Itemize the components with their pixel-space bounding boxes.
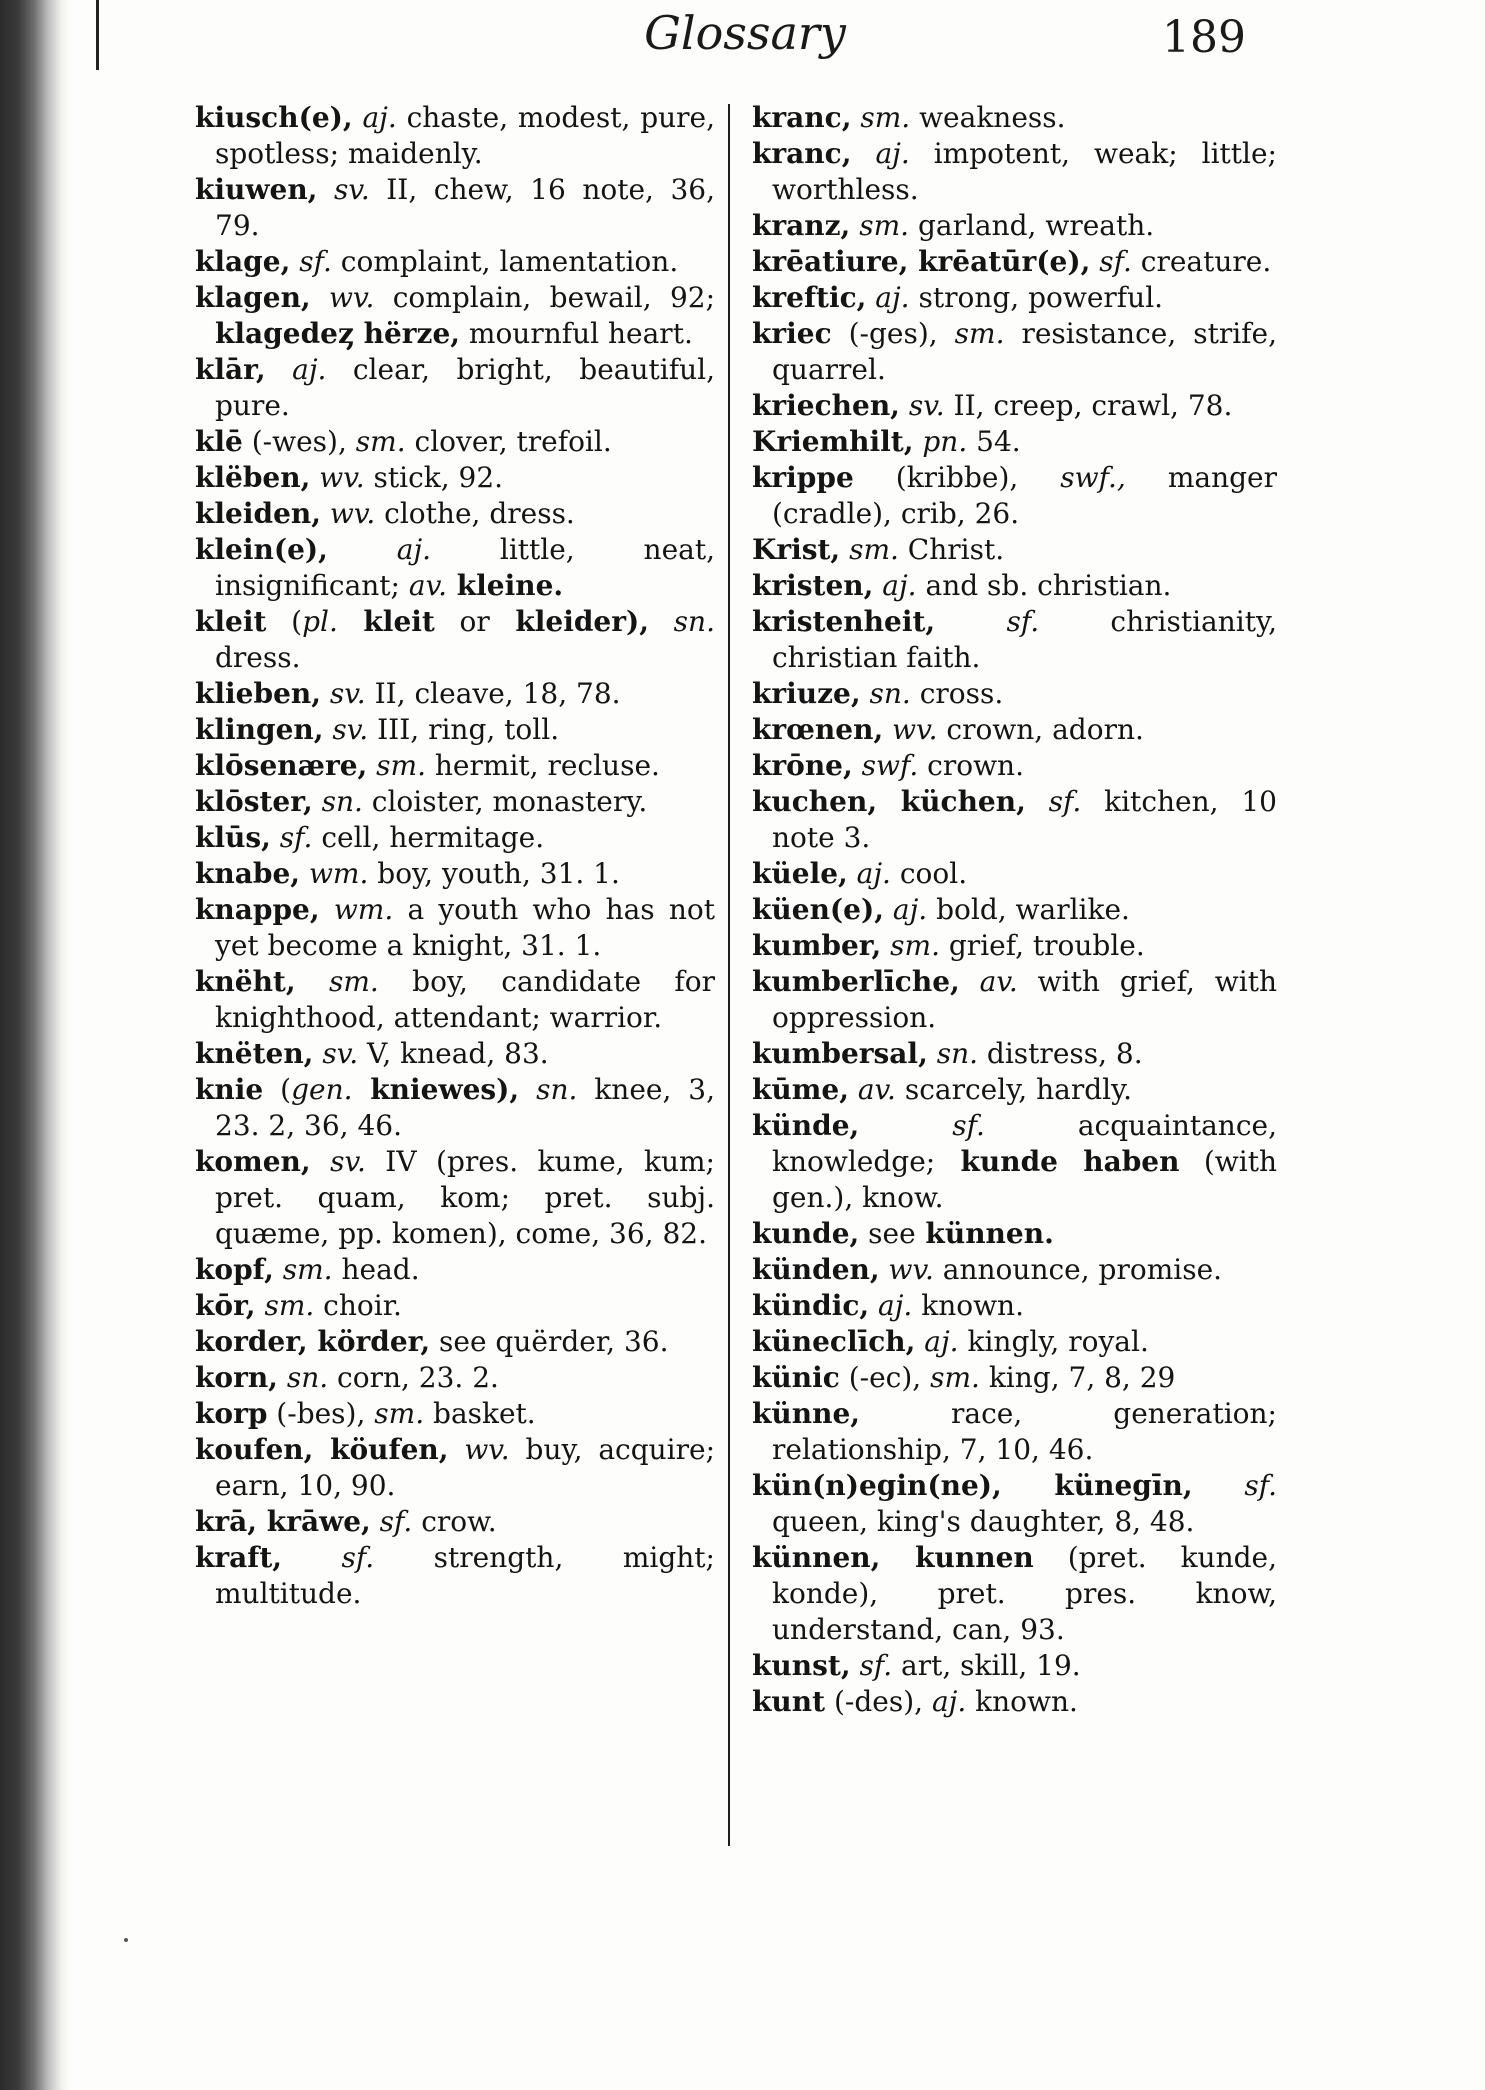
entry-definition: hermit, recluse. <box>426 749 660 782</box>
entry-definition: known. <box>912 1289 1024 1322</box>
entry-variant: (kribbe), <box>853 461 1019 494</box>
entry-definition: stick, 92. <box>364 461 504 494</box>
entry-headword: kiusch(e), <box>195 101 353 134</box>
entry-headword: Kriemhilt, <box>752 425 914 458</box>
entry-definition: crow. <box>412 1505 497 1538</box>
entry-definition: garland, wreath. <box>909 209 1155 242</box>
glossary-entry <box>195 676 715 712</box>
entry-form: klagedeȥ hërze, <box>215 317 460 350</box>
entry-headword: koufen, köufen, <box>195 1433 449 1466</box>
entry-headword: knëht, <box>195 965 296 998</box>
entry-definition: II, cleave, 18, 78. <box>365 677 621 710</box>
entry-headword: kleit <box>195 605 267 638</box>
glossary-entry <box>195 172 715 244</box>
entry-headword: kumberlīche, <box>752 965 960 998</box>
glossary-entry <box>752 1360 1277 1396</box>
entry-definition: see quërder, 36. <box>430 1325 669 1358</box>
glossary-column-left <box>195 100 715 1612</box>
entry-part-of-speech: sv. <box>317 173 370 206</box>
entry-part-of-speech: sm. <box>921 1361 980 1394</box>
entry-definition: cloister, monastery. <box>362 785 648 818</box>
entry-form: künnen. <box>915 1217 1054 1250</box>
entry-headword: kriuze, <box>752 677 861 710</box>
glossary-entry <box>752 1396 1277 1468</box>
glossary-entry <box>752 604 1277 676</box>
entry-part-of-speech: swf. <box>852 749 919 782</box>
entry-headword: kün(n)egin(ne), künegīn, <box>752 1469 1193 1502</box>
entry-headword: klingen, <box>195 713 324 746</box>
entry-part-of-speech: wv. <box>879 1253 934 1286</box>
entry-part-of-speech: sf. <box>1025 785 1082 818</box>
entry-part-of-speech: sm. <box>850 209 910 242</box>
entry-definition: clothe, dress. <box>375 497 575 530</box>
glossary-entry <box>195 460 715 496</box>
entry-abbrev: pl. <box>302 605 338 638</box>
entry-definition: king, 7, 8, 29 <box>979 1361 1176 1394</box>
entry-definition: boy, candidate for knighthood, attendant; warrior. <box>215 965 715 1034</box>
entry-definition: crown. <box>918 749 1024 782</box>
glossary-entry <box>195 244 715 280</box>
entry-part-of-speech: sf. <box>1192 1469 1277 1502</box>
entry-headword: kumbersal, <box>752 1037 928 1070</box>
entry-headword: knabe, <box>195 857 301 890</box>
entry-definition: II, chew, 16 note, 36, 79. <box>215 173 715 242</box>
entry-part-of-speech: av. <box>848 1073 896 1106</box>
glossary-entry <box>195 424 715 460</box>
glossary-entry <box>752 388 1277 424</box>
entry-definition: strength, might; multitude. <box>215 1541 715 1610</box>
entry-part-of-speech: wv. <box>310 461 365 494</box>
entry-headword: künic <box>752 1361 840 1394</box>
entry-part-of-speech: aj. <box>873 569 917 602</box>
entry-definition: knee, 3, 23. 2, 36, 46. <box>215 1073 716 1142</box>
entry-headword: kleiden, <box>195 497 321 530</box>
entry-variant: (-ges), <box>831 317 938 350</box>
entry-part-of-speech: aj. <box>847 857 891 890</box>
entry-definition: art, skill, 19. <box>892 1649 1081 1682</box>
entry-headword: komen, <box>195 1145 311 1178</box>
glossary-entry <box>752 136 1277 208</box>
entry-variant: ( <box>263 1073 292 1106</box>
entry-headword: kiuwen, <box>195 173 318 206</box>
entry-headword: knie <box>195 1073 264 1106</box>
glossary-entry <box>195 100 715 172</box>
entry-headword: künnen, kunnen <box>752 1541 1034 1574</box>
entry-definition: head. <box>332 1253 420 1286</box>
entry-part-of-speech: sf. <box>1090 245 1132 278</box>
entry-definition: kingly, royal. <box>958 1325 1149 1358</box>
glossary-entry <box>752 712 1277 748</box>
glossary-entry <box>195 784 715 820</box>
gutter-mark <box>96 0 99 70</box>
entry-headword: küen(e), <box>752 893 884 926</box>
entry-part-of-speech: sn. <box>860 677 911 710</box>
entry-part-of-speech: wv. <box>321 497 376 530</box>
entry-definition: impotent, weak; little; worthless. <box>772 137 1277 206</box>
glossary-entry <box>752 856 1277 892</box>
entry-headword: kraft, <box>195 1541 283 1574</box>
entry-part-of-speech: sm. <box>365 1397 425 1430</box>
entry-headword: künne, <box>752 1397 861 1430</box>
glossary-entry <box>752 1288 1277 1324</box>
entry-definition: christianity, christian faith. <box>772 605 1277 674</box>
entry-headword: korp <box>195 1397 268 1430</box>
entry-part-of-speech: sv. <box>899 389 945 422</box>
entry-headword: kunst, <box>752 1649 851 1682</box>
entry-part-of-speech: aj. <box>327 533 432 566</box>
entry-definition: choir. <box>314 1289 402 1322</box>
entry-definition: with grief, with oppression. <box>772 965 1277 1034</box>
entry-variant: (-bes), <box>267 1397 366 1430</box>
entry-part-of-speech: sm. <box>937 317 1005 350</box>
entry-headword: klūs, <box>195 821 271 854</box>
entry-abbrev: gen. <box>291 1073 353 1106</box>
entry-part-of-speech: sf. <box>370 1505 413 1538</box>
entry-definition: chaste, modest, pure, spotless; maidenly. <box>215 101 715 170</box>
entry-variant: ( <box>266 605 303 638</box>
entry-headword: klagen, <box>195 281 311 314</box>
entry-part-of-speech: sm. <box>881 929 940 962</box>
entry-definition: distress, 8. <box>978 1037 1143 1070</box>
entry-part-of-speech: sm. <box>295 965 379 998</box>
entry-part-of-speech: sm. <box>346 425 406 458</box>
entry-headword: kriec <box>752 317 832 350</box>
entry-part-of-speech: sm. <box>851 101 911 134</box>
entry-part-of-speech: sn. <box>648 605 715 638</box>
entry-part-of-speech: av. <box>959 965 1018 998</box>
glossary-entry <box>195 1396 715 1432</box>
entry-headword: kranc, <box>752 137 852 170</box>
entry-part-of-speech: aj. <box>884 893 928 926</box>
entry-definition: (pret. kunde, konde), pret. pres. know, understand, can, 93. <box>772 1541 1277 1646</box>
entry-part-of-speech: sf. <box>270 821 313 854</box>
entry-part-of-speech: sf. <box>859 1109 985 1142</box>
glossary-entry <box>752 1216 1277 1252</box>
entry-definition: crown, adorn. <box>937 713 1144 746</box>
entry-definition: kitchen, 10 note 3. <box>772 785 1277 854</box>
entry-definition: dress. <box>215 641 301 674</box>
glossary-entry <box>195 1432 715 1504</box>
entry-definition: scarcely, hardly. <box>895 1073 1133 1106</box>
entry-part-of-speech: sv. <box>310 1145 366 1178</box>
entry-headword: kranz, <box>752 209 851 242</box>
entry-text: mournful heart. <box>460 317 693 350</box>
glossary-entry <box>752 100 1277 136</box>
entry-definition: see <box>859 1217 916 1250</box>
entry-definition: little, neat, insignificant; <box>215 533 715 602</box>
glossary-entry <box>195 1288 715 1324</box>
entry-part-of-speech: sv. <box>321 677 366 710</box>
entry-form: kleine. <box>447 569 564 602</box>
entry-definition: III, ring, toll. <box>368 713 560 746</box>
print-speck <box>124 1938 128 1942</box>
glossary-entry <box>752 1648 1277 1684</box>
glossary-entry <box>752 748 1277 784</box>
entry-part-of-speech: pn. <box>913 425 968 458</box>
glossary-entry <box>195 820 715 856</box>
glossary-entry <box>752 676 1277 712</box>
entry-headword: küele, <box>752 857 848 890</box>
entry-definition: buy, acquire; earn, 10, 90. <box>215 1433 715 1502</box>
entry-headword: klage, <box>195 245 291 278</box>
entry-part-of-speech: sf. <box>935 605 1040 638</box>
glossary-entry <box>195 964 715 1036</box>
glossary-entry <box>195 748 715 784</box>
entry-definition: cool. <box>890 857 968 890</box>
entry-part-of-speech: wv. <box>883 713 938 746</box>
column-divider <box>728 104 730 1846</box>
glossary-entry <box>195 1036 715 1072</box>
entry-headword: künden, <box>752 1253 880 1286</box>
glossary-entry <box>752 1252 1277 1288</box>
entry-definition: queen, king's daughter, 8, 48. <box>772 1505 1195 1538</box>
glossary-entry <box>752 316 1277 388</box>
glossary-entry <box>752 568 1277 604</box>
glossary-entry <box>752 964 1277 1036</box>
entry-part-of-speech: sn. <box>277 1361 329 1394</box>
entry-abbrev: av. <box>400 569 447 602</box>
entry-headword: krippe <box>752 461 854 494</box>
entry-definition: cross. <box>910 677 1004 710</box>
glossary-entry <box>752 1036 1277 1072</box>
entry-part-of-speech: wv. <box>310 281 375 314</box>
entry-headword: knëten, <box>195 1037 314 1070</box>
entry-variant: (-wes), <box>242 425 347 458</box>
entry-headword: kunde, <box>752 1217 860 1250</box>
glossary-entry <box>195 1144 715 1252</box>
entry-definition: IV (pres. kume, kum; pret. quam, kom; pret. subj. quæme, pp. komen), come, 36, 82. <box>215 1145 715 1250</box>
entry-definition: Christ. <box>898 533 1005 566</box>
entry-part-of-speech: wv. <box>448 1433 510 1466</box>
glossary-entry <box>752 460 1277 532</box>
entry-headword: künde, <box>752 1109 860 1142</box>
glossary-entry <box>752 280 1277 316</box>
entry-definition: known. <box>966 1685 1078 1718</box>
entry-headword: kuchen, küchen, <box>752 785 1026 818</box>
entry-headword: kreftic, <box>752 281 867 314</box>
entry-headword: klieben, <box>195 677 321 710</box>
glossary-entry <box>752 1108 1277 1216</box>
glossary-entry <box>752 1540 1277 1648</box>
entry-form: kleit <box>337 605 435 638</box>
entry-part-of-speech: sv. <box>323 713 369 746</box>
entry-part-of-speech: aj. <box>352 101 397 134</box>
glossary-entry <box>195 496 715 532</box>
entry-definition: acquaintance, knowledge; <box>772 1109 1277 1178</box>
entry-part-of-speech: aj. <box>866 281 910 314</box>
glossary-entry <box>752 1684 1277 1720</box>
entry-headword: krœnen, <box>752 713 884 746</box>
book-spine-shadow <box>0 0 70 2090</box>
glossary-entry <box>195 1072 715 1144</box>
entry-part-of-speech: sv. <box>313 1037 359 1070</box>
glossary-column-right <box>752 100 1277 1720</box>
entry-definition: and sb. christian. <box>916 569 1172 602</box>
entry-part-of-speech: wm. <box>300 857 369 890</box>
glossary-entry <box>195 532 715 604</box>
entry-part-of-speech: sf. <box>290 245 332 278</box>
entry-definition: corn, 23. 2. <box>328 1361 499 1394</box>
glossary-entry <box>752 244 1277 280</box>
entry-part-of-speech: sf. <box>282 1541 375 1574</box>
glossary-entry <box>752 928 1277 964</box>
entry-part-of-speech: sn. <box>927 1037 979 1070</box>
entry-headword: krōne, <box>752 749 853 782</box>
glossary-entry <box>752 208 1277 244</box>
entry-headword: klōster, <box>195 785 313 818</box>
entry-headword: kristenheit, <box>752 605 936 638</box>
entry-part-of-speech: sn. <box>312 785 363 818</box>
entry-headword: korn, <box>195 1361 278 1394</box>
entry-definition: clover, trefoil. <box>405 425 612 458</box>
entry-form: kunde haben <box>935 1145 1180 1178</box>
entry-headword: Krist, <box>752 533 841 566</box>
entry-definition: race, generation; relationship, 7, 10, 46. <box>772 1397 1277 1466</box>
entry-headword: krēatiure, krēatūr(e), <box>752 245 1091 278</box>
entry-headword: kumber, <box>752 929 882 962</box>
glossary-entry <box>195 604 715 676</box>
entry-definition: a youth who has not yet become a knight, 31. 1. <box>215 893 715 962</box>
entry-definition: complaint, lamentation. <box>331 245 679 278</box>
entry-part-of-speech: aj. <box>869 1289 913 1322</box>
entry-definition: weakness. <box>910 101 1066 134</box>
entry-headword: kranc, <box>752 101 852 134</box>
entry-definition: cell, hermitage. <box>312 821 545 854</box>
entry-headword: klein(e), <box>195 533 328 566</box>
entry-headword: kunt <box>752 1685 826 1718</box>
glossary-entry <box>752 784 1277 856</box>
entry-part-of-speech: wm. <box>319 893 394 926</box>
entry-headword: kōr, <box>195 1289 256 1322</box>
entry-part-of-speech: sm. <box>840 533 899 566</box>
entry-definition: bold, warlike. <box>927 893 1130 926</box>
glossary-entry <box>195 1252 715 1288</box>
glossary-entry <box>752 1072 1277 1108</box>
entry-headword: kūme, <box>752 1073 849 1106</box>
glossary-entry <box>195 1504 715 1540</box>
entry-headword: küneclīch, <box>752 1325 916 1358</box>
entry-definition: II, creep, crawl, 78. <box>944 389 1233 422</box>
entry-headword: klōsenære, <box>195 749 368 782</box>
entry-part-of-speech: aj. <box>923 1685 967 1718</box>
entry-definition: boy, youth, 31. 1. <box>368 857 620 890</box>
entry-part-of-speech: swf., <box>1018 461 1126 494</box>
glossary-entry <box>752 424 1277 460</box>
entry-headword: klār, <box>195 353 266 386</box>
entry-part-of-speech: aj. <box>265 353 327 386</box>
glossary-entry <box>195 712 715 748</box>
glossary-entry <box>752 892 1277 928</box>
glossary-entry <box>752 1468 1277 1540</box>
entry-headword: kopf, <box>195 1253 274 1286</box>
entry-headword: kristen, <box>752 569 874 602</box>
entry-part-of-speech: sm. <box>273 1253 333 1286</box>
entry-definition: clear, bright, beautiful, pure. <box>215 353 715 422</box>
entry-part-of-speech: sm. <box>255 1289 315 1322</box>
entry-definition: manger (cradle), crib, 26. <box>772 461 1278 530</box>
entry-definition: strong, powerful. <box>909 281 1164 314</box>
entry-definition: announce, promise. <box>933 1253 1223 1286</box>
entry-part-of-speech: sn. <box>519 1073 578 1106</box>
entry-definition: creature. <box>1131 245 1272 278</box>
entry-definition: V, knead, 83. <box>358 1037 549 1070</box>
entry-headword: krā, krāwe, <box>195 1505 371 1538</box>
glossary-entry <box>195 1360 715 1396</box>
page-number: 189 <box>1162 12 1246 63</box>
glossary-entry <box>195 856 715 892</box>
page-title: Glossary <box>644 6 846 60</box>
entry-definition: grief, trouble. <box>939 929 1145 962</box>
glossary-entry <box>752 532 1277 568</box>
glossary-entry <box>195 352 715 424</box>
entry-definition: resistance, strife, quarrel. <box>772 317 1277 386</box>
entry-definition: basket. <box>424 1397 536 1430</box>
glossary-entry <box>752 1324 1277 1360</box>
entry-part-of-speech: sm. <box>367 749 426 782</box>
entry-part-of-speech: aj. <box>851 137 910 170</box>
glossary-entry <box>195 280 715 352</box>
entry-text: (with gen.), know. <box>772 1145 1277 1214</box>
entry-headword: knappe, <box>195 893 320 926</box>
entry-headword: korder, körder, <box>195 1325 431 1358</box>
glossary-entry <box>195 1324 715 1360</box>
entry-part-of-speech: sf. <box>850 1649 893 1682</box>
entry-definition: 54. <box>967 425 1021 458</box>
entry-headword: kriechen, <box>752 389 900 422</box>
glossary-entry <box>195 1540 715 1612</box>
entry-variant: (-ec), <box>839 1361 922 1394</box>
entry-headword: kündic, <box>752 1289 870 1322</box>
entry-form: kleider), <box>489 605 649 638</box>
glossary-entry <box>195 892 715 964</box>
entry-variant: (-des), <box>825 1685 924 1718</box>
entry-part-of-speech: aj. <box>915 1325 959 1358</box>
entry-text: or <box>434 605 490 638</box>
entry-definition: complain, bewail, 92; <box>374 281 716 314</box>
entry-headword: klē <box>195 425 243 458</box>
entry-form: kniewes), <box>352 1073 520 1106</box>
entry-headword: klëben, <box>195 461 311 494</box>
